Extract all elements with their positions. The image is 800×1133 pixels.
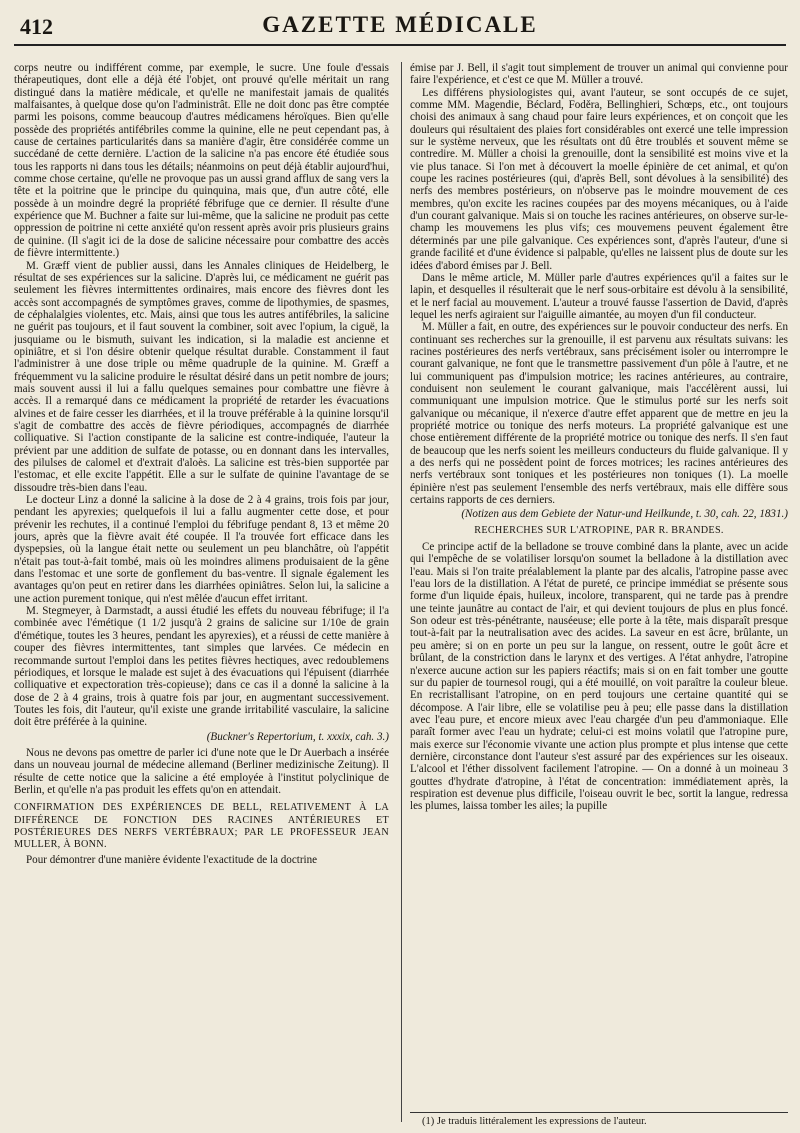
paragraph: Ce principe actif de la belladone se trouve combiné dans la plante, avec un acide qui l'empêche de se volatiliser lorsqu'on soumet la belladone à la distillation avec l'eau. Mais si l'on traite préalablement la plante par des alcalis, l'atropine passe avec l'eau lors de la distillation. A l'état de pureté, ce principe immédiat se présente sous forme d'un liquide épais, huileux, incolore, transparent, qui ne tarde pas à prendre une teinte jaunâtre au contact de l'air, et qui devient toujours de plus en plus foncé. Son odeur est très-pénétrante, nauséeuse; elle porte à la tête, mais disparaît presque tout-à-fait par la neutralisation avec des acides. La saveur en est âcre, brûlante, un peu amère; si on en porte un peu sur la langue, on ressent, outre le goût âcre et brûlant, de la constriction dans le larynx et des vertiges. A l'état anhydre, l'atropine n'exerce aucune action sur les papiers réactifs; mais si on en fait tomber une goutte sur du papier de tournesol rougi, qui a été mouillé, on voit paraître la couleur bleue. En recristallisant l'atropine, on en perd toujours une certaine quantité qui se décompose. A l'air libre, elle se volatilise peu à peu; elle passe dans la distillation avec l'eau pure, et encore mieux avec l'eau chargée d'un peu d'ammoniaque. Elle paraît former avec l'eau un hydrate; celui-ci est moins volatil que l'atropine pure, mais exerce sur l'économie vivante une action plus prompte et plus intense que cette dernière, circonstance dont l'auteur s'est assuré par des expériences sur les oiseaux. L'alcool et l'éther dissolvent facilement l'atropine. — On a donné à un moineau 3 gouttes d'hydrate d'atropine, à l'état de concentration: immédiatement après, la respiration est devenue plus difficile, l'oiseau ouvrit le bec, sortit la langue, redressa les plumes, laissa tomber les ailes; la pupille [410, 541, 788, 813]
section-heading: RECHERCHES SUR L'ATROPINE, PAR R. BRANDES. [474, 524, 724, 536]
paragraph: Pour démontrer d'une manière évidente l'exactitude de la doctrine [26, 853, 318, 866]
paragraph: Dans le même article, M. Müller parle d'autres expériences qu'il a faites sur le lapin, et desquelles il résulterait que le nerf sous-orbitaire est dévolu à la sensibilité, et le nerf facial au mouvement. L'auteur a trouvé fausse l'assertion de David, d'après lequel les nerfs agiraient sur l'aiguille aimantée, au moyen d'un fil conducteur. [410, 271, 788, 321]
citation: (Buckner's Repertorium, t. xxxix, cah. 3.) [206, 730, 389, 743]
paragraph: corps neutre ou indifférent comme, par exemple, le sucre. Une foule d'essais thérapeutiques, dont elle a déjà été l'objet, ont prouvé qu'elle méritait un rang distingué dans la matière médicale, et qu'elle ne manifestait jamais de qualités malfaisantes, à quelque dose qu'on l'administrât. Elle ne doit donc pas être comptée parmi les poisons, comme beaucoup d'autres médicamens héroïques. Bien qu'elle possède des propriétés antifébriles comme la quinine, elle ne peut cependant pas, à cause de certaines particularités dans sa manière d'agir, être considérée comme un succédané de cette dernière. L'action de la salicine n'a pas encore été étudiée sous tous les rapports ni dans tous les détails; néanmoins on peut déjà établir aujourd'hui, comme chose certaine, qu'elle ne provoque pas un aussi grand afflux de sang vers la tête et la poitrine que le principe du quinquina, mais que, d'un autre côté, elle possède à un moindre degré la propriété fébrifuge que ce dernier. Il résulte d'une expérience que M. Buchner a faite sur lui-même, que la salicine ne produit pas cette oppression de poitrine ni cette anxiété qu'on ressent après avoir pris plusieurs grains de quinine. (Il s'agit ici de la dose de salicine nécessaire pour combattre des accès de fièvre intermittente.) [14, 62, 389, 260]
page-number: 412 [20, 14, 53, 39]
paragraph: Le docteur Linz a donné la salicine à la dose de 2 à 4 grains, trois fois par jour, pendant les apyrexies; quelquefois il lui a fallu augmenter cette dose, et pour prévenir les rechutes, il a continué l'emploi du fébrifuge pendant 8, 13 et même 20 jours, après que la fièvre avait été coupée. Il l'a trouvée fort efficace dans les dyspepsies, où la langue était nette ou seulement un peu blanchâtre, où l'appétit n'était pas tout-à-fait tombé, mais où les moindres alimens produisaient de la gêne dans l'estomac et une sorte de gonflement du bas-ventre. Il signale également les avantages qu'on peut en retirer dans les diarrhées opiniâtres. Selon lui, la salicine a une action purement tonique, qui n'est mêlée d'aucun effet irritant. [14, 494, 389, 605]
paragraph: émise par J. Bell, il s'agit tout simplement de trouver un animal qui convienne pour faire l'expérience, et c'est ce que M. Müller a trouvé. [410, 62, 788, 87]
page-header [14, 8, 786, 46]
citation: (Notizen aus dem Gebiete der Natur-und Heilkunde, t. 30, cah. 22, 1831.) [461, 508, 788, 521]
paragraph: M. Stegmeyer, à Darmstadt, a aussi étudié les effets du nouveau fébrifuge; il l'a combinée avec l'émétique (1 1/2 jusqu'à 2 grains de salicine sur 1/10e de grain d'émétique, toutes les 3 heures, pendant les apyrexies), et a réussi de cette manière à couper des fièvres intermittentes, tant simples que larvées. Ce médecin en recommande surtout l'emploi dans les petites fièvres hectiques, avec redoublemens périodiques, et lorsque le malade est sujet à des évacuations qui l'épuisent (diarrhée colliquative et expectoration très-copieuse); dans ce cas il a donné la salicine à la dose de 2 à 4 grains, trois à quatre fois par jour, en augmentant successivement. Toutes les fois, dit l'auteur, qu'il existe une grande irritabilité vasculaire, la salicine doit être préférée à la quinine. [14, 605, 389, 729]
section-heading: CONFIRMATION DES EXPÉRIENCES DE BELL, RELATIVEMENT À LA DIFFÉRENCE DE FONCTION DES RACINES ANTÉRIEURES ET POSTÉRIEURES DES NERFS VERTÉBRAUX; PAR LE PROFESSEUR JEAN MULLER, À BONN. [14, 802, 389, 851]
paragraph: M. Græff vient de publier aussi, dans les Annales cliniques de Heidelberg, le résultat de ses expériences sur la salicine. D'après lui, ce médicament ne guérit pas seulement les fièvres intermittentes ordinaires, mais encore des fièvres dont les accès sont accompagnés de symptômes graves, comme de lipothymies, de spasmes, de céphalalgies violentes, etc. Mais, ainsi que tous les autres antifébriles, la salicine ne guérit pas toujours, et il faut souvent la combiner, soit avec l'opium, la ciguë, la jusquiame ou le bismuth, suivant les indication, si la maladie est ancienne et opiniâtre, et si l'on désire obtenir quelque résultat durable. Constamment il faut l'administrer à une dose triple ou même quadruple de la quinine. M. Græff a fréquemment vu la salicine produire le résultat désiré dans un petit nombre de jours; mais souvent aussi il lui a fallu quelques semaines pour combattre une fièvre à accès. Il a remarqué dans ce médicament la propriété de retarder les évacuations alvines et de faire cesser les diarrhées, et il la trouve préférable à la quinine lorsqu'il s'agit de combattre des accès de fièvre périodiques, accompagnés de diarrhée colliquative. Si l'action constipante de la salicine est contre-indiquée, l'auteur la prévient par une addition de sulfate de potasse, ou en donnant dans les intervalles, des pilulses de calomel et d'extrait d'aloès. La salicine est très-bien supportée par l'estomac, et elle excite l'appétit. Elle a sur le sulfate de quinine l'avantage de se dissoudre très-bien dans l'eau. [14, 259, 389, 494]
footnote-rule [410, 1112, 788, 1113]
left-column [14, 62, 389, 1102]
column-divider [401, 62, 402, 1122]
paragraph: Nous ne devons pas omettre de parler ici d'une note que le Dr Auerbach a insérée dans un nouveau journal de médecine allemand (Berliner medizinische Zeitung). Il résulte de cette notice que la salicine a été employée à l'institut polyclinique de Berlin, et qu'elle n'a pas produit les effets qu'on en attendait. [14, 746, 389, 796]
footnote: (1) Je traduis littéralement les expressions de l'auteur. [422, 1116, 647, 1127]
paragraph: Les différens physiologistes qui, avant l'auteur, se sont occupés de ce sujet, comme MM. Magendie, Béclard, Foděra, Bellinghieri, Schœps, etc., ont toujours choisi des animaux à sang chaud pour faire leurs expériences, et on conçoit que les douleurs qui résultaient des plaies fort considérables ont exercé une telle impression sur le système nerveux, que les résultats ont dû être troublés et souvent même se contredire. M. Müller a choisi la grenouille, dont la sensibilité est moins vive et la vie plus tanace. Si l'on met à découvert la moelle épinière de cet animal, et qu'on coupe les racines postérieures (qui, d'après Bell, sont dévolues à la sensibilité) des nerfs des membres postérieurs, on n'observe pas le moindre mouvement de ces membres, qu'on excite les racines coupées par des moyens mécaniques, ou à l'aide d'un courant galvanique. Mais si on touche les racines antérieures, on observe sur-le-champ les mouvemens les plus vifs; ces mouvemens peuvent également être déterminés par une pile galvanique. Ces expériences sont, d'après l'auteur, d'une si grande facilité et d'une évidence si palpable, qu'elles ne laissent plus de doute sur les idées d'abord émises par J. Bell. [410, 86, 788, 272]
page-title: GAZETTE MÉDICALE [262, 12, 538, 37]
right-column [410, 62, 788, 1102]
paragraph: M. Müller a fait, en outre, des expériences sur le pouvoir conducteur des nerfs. En continuant ses recherches sur la grenouille, il est parvenu aux résultats suivans: les racines postérieures des nerfs vertébraux, sans précisément isoler ou interrompre le courant galvanique, ne font que le transmettre passivement d'un pôle à l'autre, et ne lui communiquent pas d'impulsion motrice; les racines antérieures, au contraire, conduisent non seulement le courant galvanique, mais l'accélèrent aussi, lui communiquant une impulsion motrice. Que le stimulus porté sur les nerfs soit galvanique ou mécanique, il n'exerce d'autre effet apparent que de mettre en jeu la propriété motrice ou tonique des nerfs moteurs. La propriété galvanique est une chose entièrement différente de la propriété motrice ou tonique des nerfs. Il s'en faut de beaucoup que les nerfs soient les meilleurs conducteurs du fluide galvanique. Il y a des nerfs qui ne possèdent point de forces motrices; les racines antérieures des nerfs vertébraux sont toniques et les postérieures non toniques (1). La moelle épinière n'est pas seulement l'ensemble des nerfs vertébraux, mais elle diffère sous certains rapports de ces derniers. [410, 321, 788, 507]
